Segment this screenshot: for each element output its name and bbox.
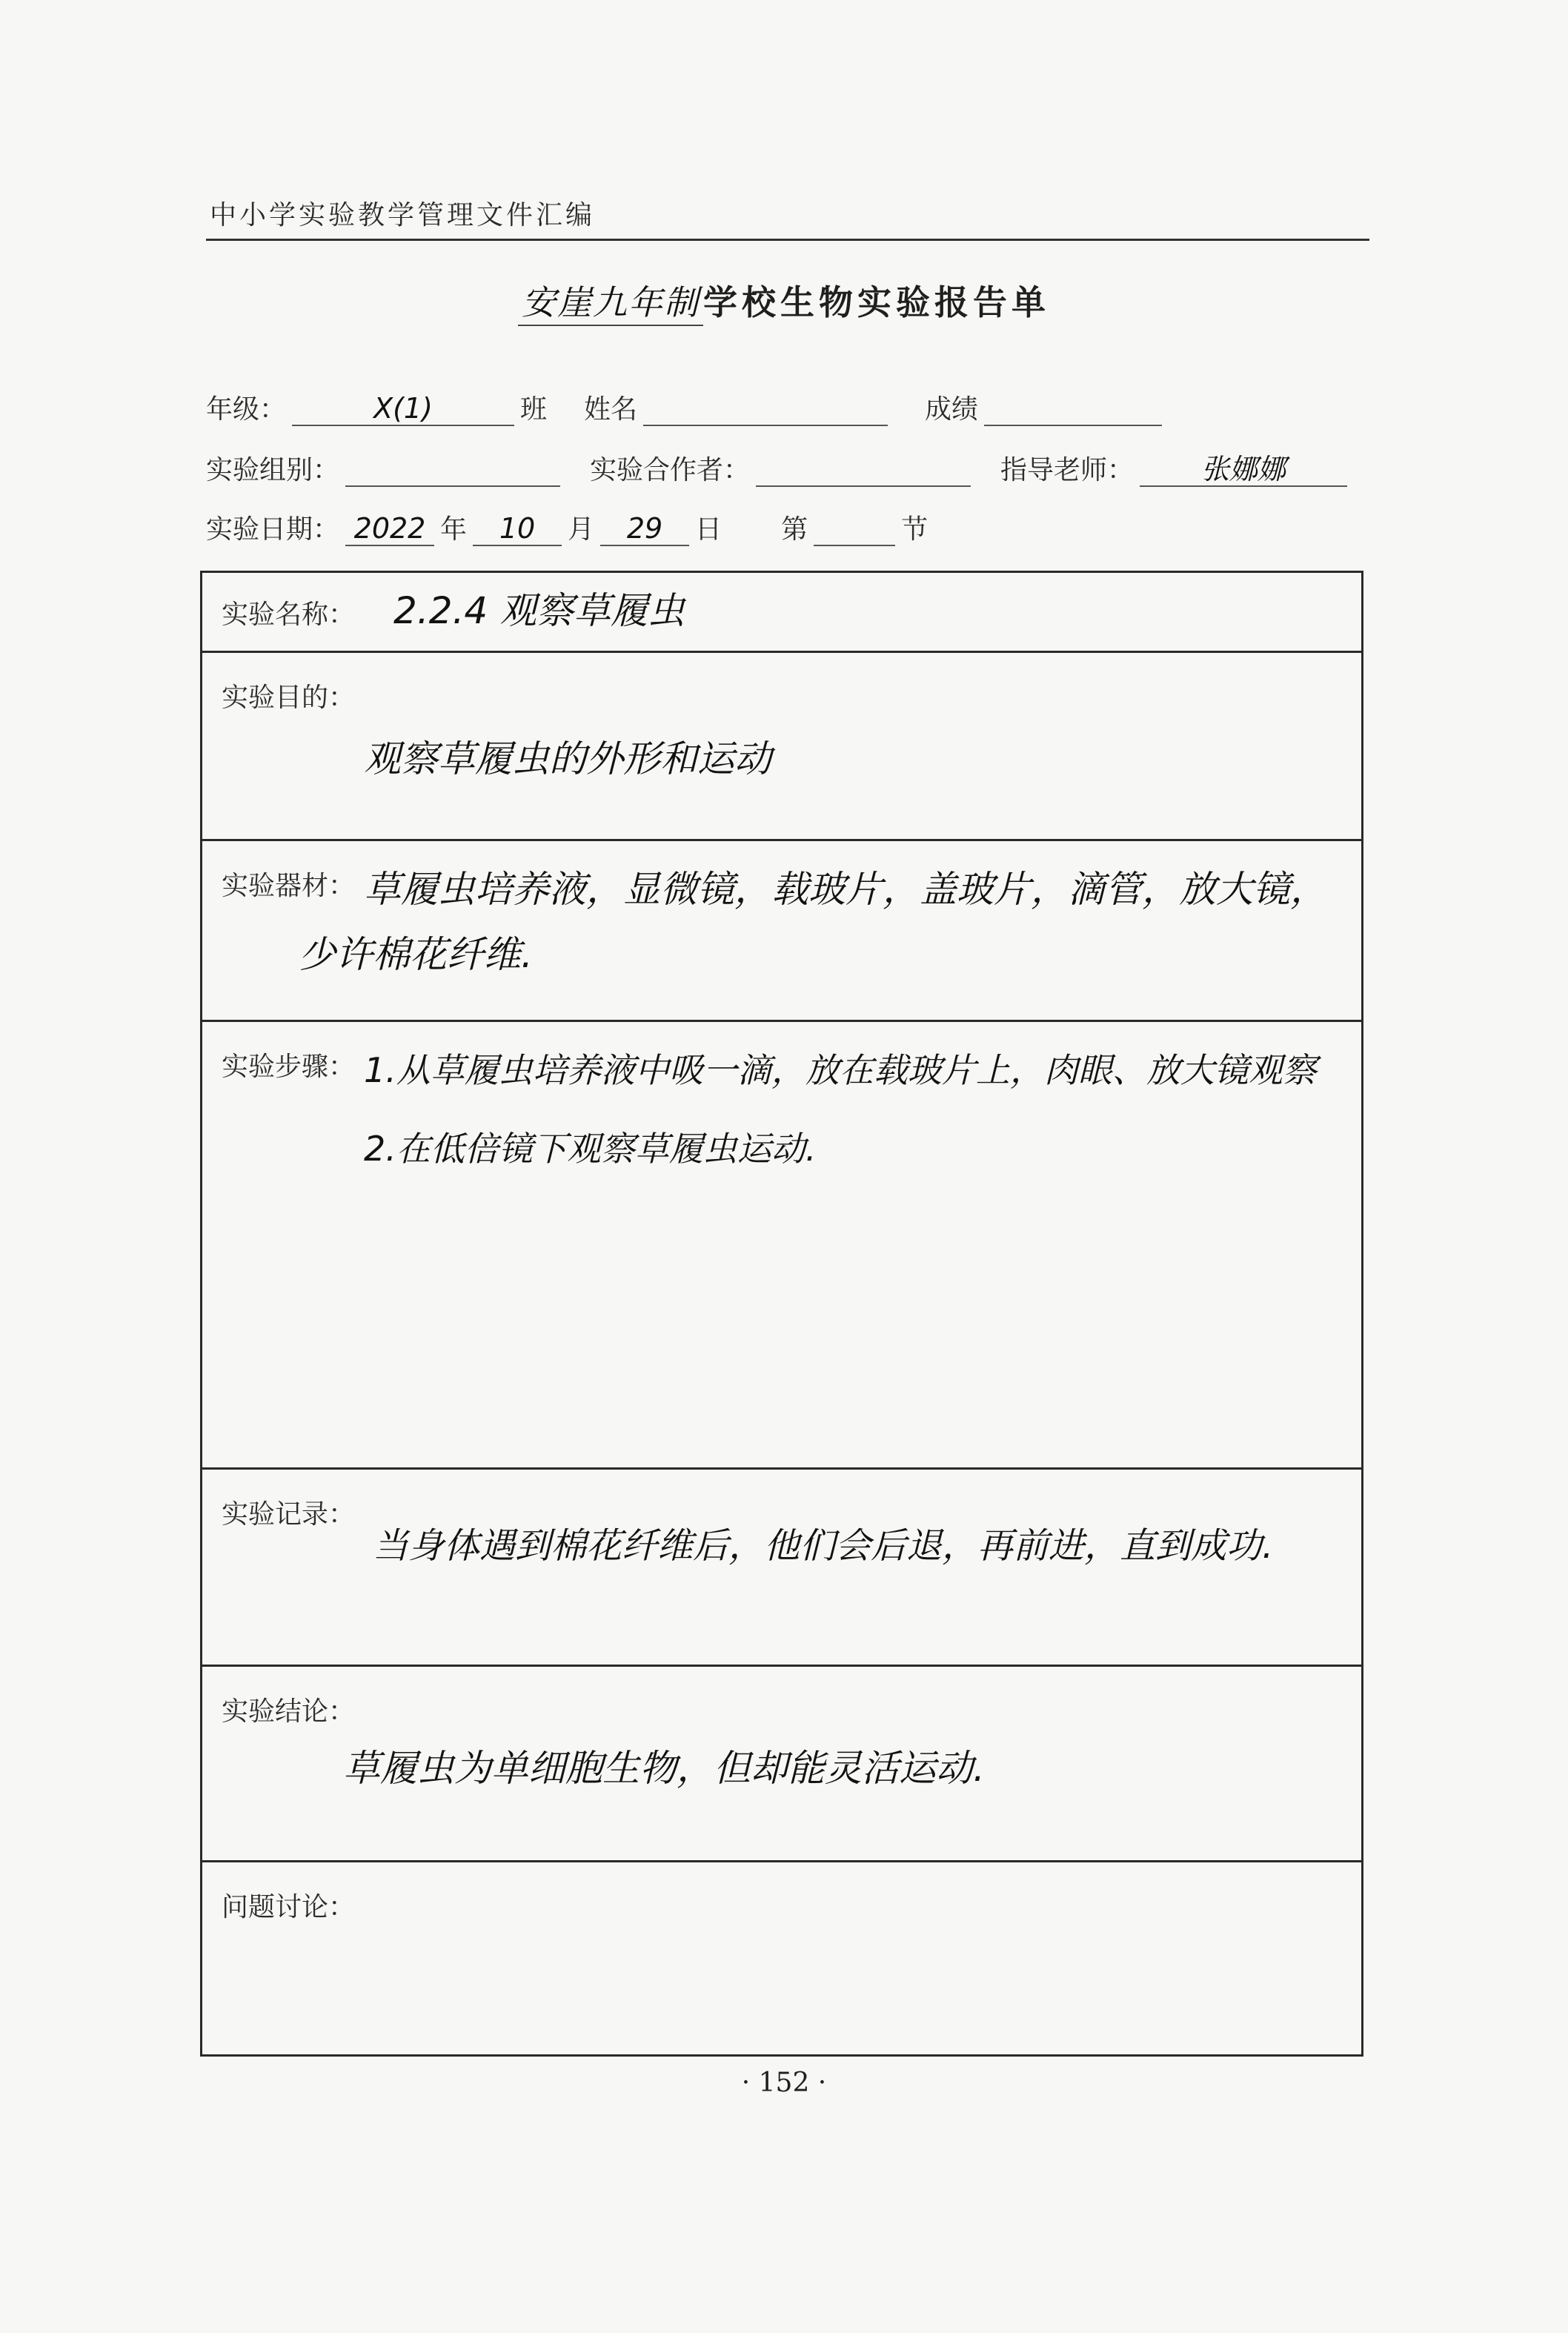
section-materials: [202, 840, 1363, 1021]
info-row-group: [206, 449, 1353, 487]
info-row-date: [206, 508, 928, 546]
section-steps-label: 实验步骤：: [222, 1052, 356, 1082]
section-name-label: 实验名称：: [222, 600, 356, 630]
period-suffix: 节: [901, 514, 928, 545]
section-discussion: [202, 1862, 1363, 2056]
teacher-field[interactable]: 张娜娜: [1140, 453, 1347, 487]
info-row-grade: [206, 388, 1168, 426]
section-name: [202, 572, 1363, 652]
day-label: 日: [695, 514, 722, 545]
section-conclusion: [202, 1666, 1363, 1862]
report-title-printed: 学校生物实验报告单: [703, 282, 1050, 322]
section-purpose: [202, 652, 1363, 840]
period-prefix: 第: [781, 514, 808, 545]
steps-line-2[interactable]: 2.在低倍镜下观察草履虫运动.: [364, 1129, 817, 1169]
name-field[interactable]: [643, 392, 888, 426]
report-table: [200, 571, 1363, 2057]
running-header: 中小学实验教学管理文件汇编: [210, 200, 596, 230]
grade-label: 年级：: [206, 394, 287, 425]
materials-line-2[interactable]: 少许棉花纤维.: [299, 933, 533, 976]
year-label: 年: [440, 514, 468, 545]
school-name-handwritten: 安崖九年制: [518, 276, 703, 326]
partner-field[interactable]: [756, 453, 971, 487]
period-field[interactable]: [814, 512, 895, 546]
section-conclusion-label: 实验结论：: [222, 1696, 356, 1727]
section-materials-label: 实验器材：: [222, 871, 356, 901]
group-label: 实验组别：: [206, 455, 340, 485]
date-label: 实验日期：: [206, 514, 340, 545]
partner-label: 实验合作者：: [590, 455, 751, 485]
day-field[interactable]: 29: [600, 512, 689, 546]
section-discussion-label: 问题讨论：: [222, 1892, 356, 1922]
section-steps: [202, 1021, 1363, 1469]
materials-line-1[interactable]: 草履虫培养液，显微镜，载玻片，盖玻片，滴管，放大镜，: [364, 868, 1327, 911]
experiment-conclusion[interactable]: 草履虫为单细胞生物，但却能灵活运动.: [343, 1747, 985, 1790]
report-title: [0, 276, 1568, 326]
score-label: 成绩: [925, 394, 979, 425]
year-field[interactable]: 2022: [345, 512, 434, 546]
experiment-record[interactable]: 当身体遇到棉花纤维后，他们会后退，再前进，直到成功.: [373, 1525, 1274, 1567]
month-field[interactable]: 10: [473, 512, 562, 546]
experiment-name[interactable]: 2.2.4 观察草履虫: [393, 589, 685, 632]
name-label: 姓名: [584, 394, 638, 425]
section-record: [202, 1469, 1363, 1666]
steps-line-1[interactable]: 1.从草履虫培养液中吸一滴，放在载玻片上，肉眼、放大镜观察: [364, 1050, 1317, 1090]
experiment-purpose[interactable]: 观察草履虫的外形和运动: [364, 737, 771, 780]
grade-field[interactable]: X(1): [292, 392, 514, 426]
group-field[interactable]: [345, 453, 560, 487]
teacher-label: 指导老师：: [1000, 455, 1135, 485]
class-label: 班: [520, 394, 548, 425]
header-rule: [206, 239, 1369, 241]
score-field[interactable]: [984, 392, 1162, 426]
page-number: · 152 ·: [741, 2068, 827, 2098]
section-record-label: 实验记录：: [222, 1499, 356, 1530]
month-label: 月: [568, 514, 595, 545]
section-purpose-label: 实验目的：: [222, 683, 356, 713]
